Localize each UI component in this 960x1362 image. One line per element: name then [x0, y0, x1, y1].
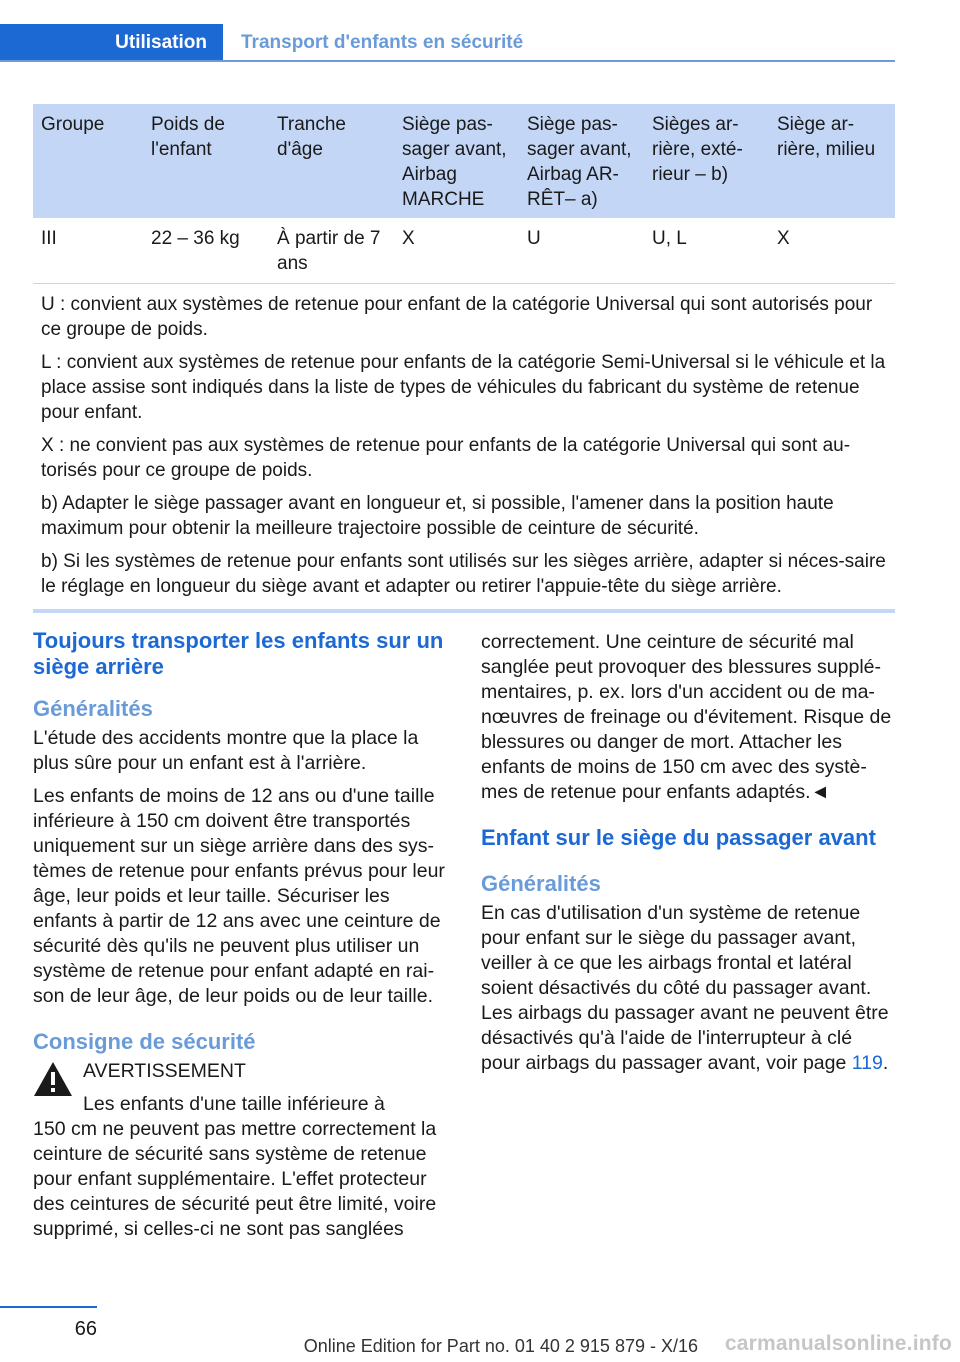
watermark: carmanualsonline.info: [724, 1332, 952, 1355]
table-header-cell: Siège ar-rière, milieu: [777, 114, 876, 160]
child-seat-table: [33, 104, 895, 613]
table-note: b) Adapter le siège passager avant en longueur et, si possible, l'amener dans la position haute maximum pour obtenir la meilleure trajectoire possible de ceinture de sécurité.: [41, 493, 834, 539]
header-divider: [0, 60, 895, 62]
table-header-cell: Siège pas-sager avant, Airbag AR-RÊT– a): [527, 114, 632, 210]
paragraph: [481, 901, 896, 1076]
warning-text: 150 cm ne peuvent pas mettre correctement la ceinture de sécurité sans système de retenue pour enfant supplémentaire. L'effet protecteur des ceintures de sécurité peut être limité, voire supprimé, si celles-ci ne sont pas sanglées: [33, 1118, 437, 1240]
table-note: X : ne convient pas aux systèmes de retenue pour enfants de la catégorie Universal qui sont au-torisés pour ce groupe de poids.: [41, 435, 851, 481]
paragraph-text: En cas d'utilisation d'un système de retenue pour enfant sur le siège du passager avant, veiller à ce que les airbags frontal et latéral soient désactivés du côté du passager avant. Les airbags du passager avant ne peuvent être désactivés qu'à l'aide de l'interrupteur à clé pour airbags du passager avant, voir page: [481, 902, 889, 1074]
warning-text-first: Les enfants d'une taille inférieure à: [83, 1093, 385, 1115]
section-title-front-seat: Enfant sur le siège du passager avant: [481, 825, 876, 850]
table-notes: [33, 284, 895, 613]
table-note: U : convient aux systèmes de retenue pour enfant de la catégorie Universal qui sont autorisés pour ce groupe de poids.: [41, 294, 873, 340]
warning-block: [33, 1059, 448, 1242]
table-cell: À partir de 7 ans: [277, 228, 381, 274]
paragraph-end: .: [882, 1052, 889, 1074]
page-number-line: [0, 1306, 97, 1308]
table-header-cell: Poids de l'enfant: [151, 114, 225, 160]
left-column: [33, 628, 448, 1242]
paragraph: L'étude des accidents montre que la place la plus sûre pour un enfant est à l'arrière.: [33, 727, 419, 774]
table-row: [33, 218, 895, 284]
page-number: 66: [74, 1318, 97, 1340]
paragraph: Les enfants de moins de 12 ans ou d'une taille inférieure à 150 cm doivent être transportés uniquement sur un siège arrière dans des sys-tèmes de retenue pour enfants prévus pour leur âge, leur poids et leur taille. Sécuriser les enfants à partir de 12 ans avec une ceinture de sécurité dès qu'ils ne peuvent plus utiliser un système de retenue pour enfant adapté en rai-son de leur âge, de leur poids ou de leur taille.: [33, 785, 445, 1007]
subsection-title-safety: Consigne de sécurité: [33, 1029, 256, 1054]
edition-text: Online Edition for Part no. 01 40 2 915 879 - X/16: [303, 1336, 698, 1356]
table-cell: III: [41, 228, 57, 249]
page-header: [0, 24, 895, 62]
table-cell: X: [402, 228, 415, 249]
table-note: b) Si les systèmes de retenue pour enfants sont utilisés sur les sièges arrière, adapter si néces-saire le réglage en longueur du siège avant et adapter ou retirer l'appuie-tête du siège arrière.: [41, 551, 886, 597]
table-note: L : convient aux systèmes de retenue pour enfants de la catégorie Semi-Universal si le véhicule et la place assise sont indiqués dans la liste de types de véhicules du fabricant du système de retenue pour enfant.: [41, 352, 886, 423]
table-header-cell: Tranche d'âge: [277, 114, 346, 160]
table-cell: U: [527, 228, 541, 249]
paragraph: correctement. Une ceinture de sécurité mal sanglée peut provoquer des blessures supplé-mentaires, p. ex. lors d'un accident ou de ma-nœuvres de freinage ou d'évitement. Risque de blessures ou danger de mort. Attacher les enfants de moins de 150 cm avec des systè-mes de retenue pour enfants adaptés.◄: [481, 631, 892, 803]
table-cell: 22 – 36 kg: [151, 228, 240, 249]
table-header-cell: Groupe: [41, 114, 105, 135]
section-title-rear-seat: Toujours transporter les enfants sur un siège arrière: [33, 628, 444, 679]
table-header-cell: Siège pas-sager avant, Airbag MARCHE: [402, 114, 507, 210]
subsection-title-general: Généralités: [33, 696, 153, 721]
right-column: [481, 630, 896, 1084]
warning-triangle-icon: [33, 1061, 73, 1097]
subsection-title-general: Généralités: [481, 871, 601, 896]
page-link[interactable]: 119: [851, 1052, 883, 1074]
tab-transport-enfants[interactable]: Transport d'enfants en sécurité: [241, 32, 524, 53]
tab-utilisation[interactable]: Utilisation: [0, 24, 223, 62]
table-cell: U, L: [652, 228, 687, 249]
table-cell: X: [777, 228, 790, 249]
warning-title: AVERTISSEMENT: [83, 1060, 246, 1082]
table-header-row: [33, 104, 895, 218]
table-header-cell: Sièges ar-rière, exté-rieur – b): [652, 114, 743, 185]
